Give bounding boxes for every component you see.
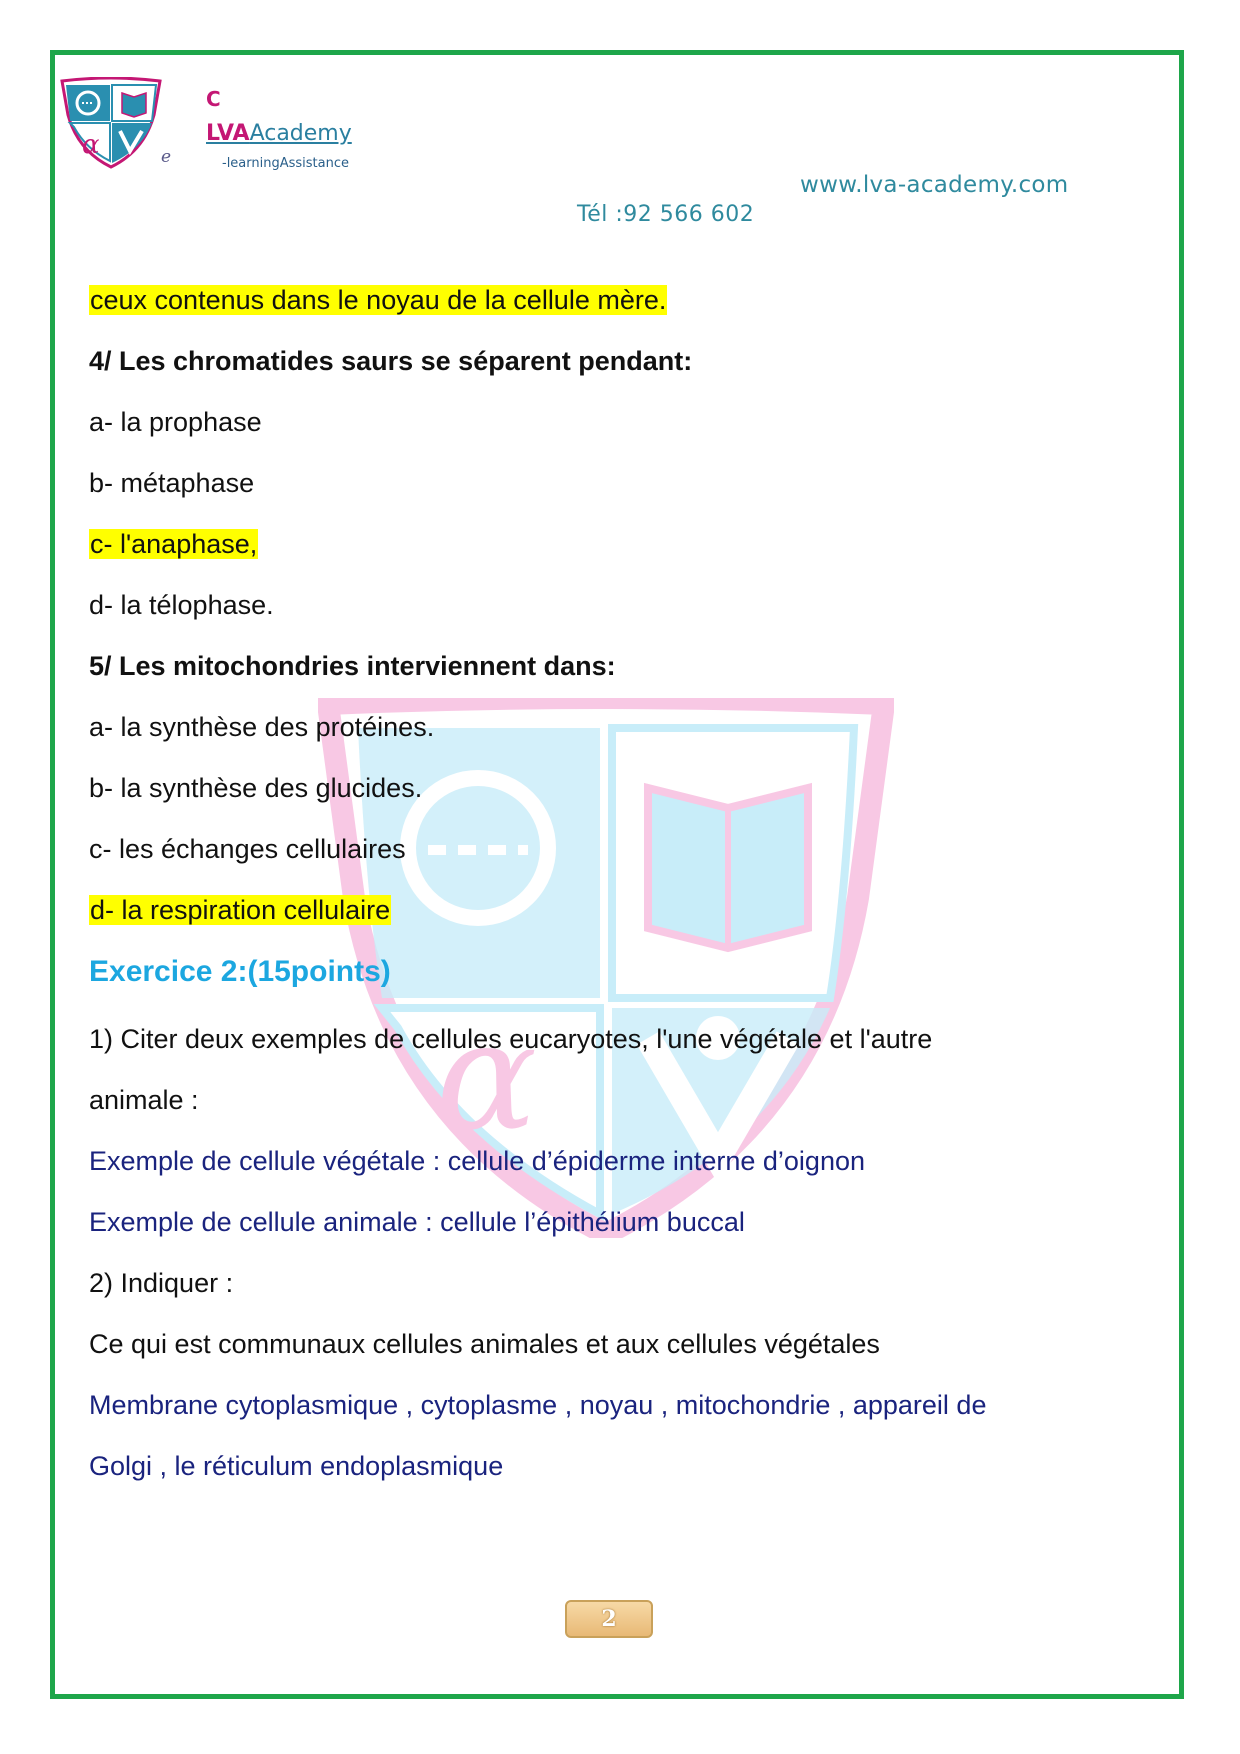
q5-option-c: c- les échanges cellulaires	[89, 834, 406, 864]
ex2-answer-common-2: Golgi , le réticulum endoplasmique	[89, 1451, 504, 1481]
page-number: 2	[565, 1600, 653, 1638]
phone-number: Tél :92 566 602	[577, 202, 755, 227]
exercise-2-title: Exercice 2:(15points)	[89, 955, 391, 988]
q4-option-c	[89, 527, 258, 561]
ex2-answer-common-1: Membrane cytoplasmique , cytoplasme , noyau , mitochondrie , appareil de	[89, 1390, 987, 1420]
website-link[interactable]: www.lva-academy.com	[800, 172, 1069, 198]
brand-name	[206, 121, 352, 146]
ex2-question-2: 2) Indiquer :	[89, 1268, 234, 1298]
brand-letter: C	[206, 87, 221, 111]
question-5: 5/ Les mitochondries interviennent dans:	[89, 651, 616, 681]
q4-option-a: a- la prophase	[89, 407, 262, 437]
q5-option-b: b- la synthèse des glucides.	[89, 773, 423, 803]
ex2-question-2-sub: Ce qui est communaux cellules animales et aux cellules végétales	[89, 1329, 880, 1359]
svg-text:α: α	[436, 990, 538, 1164]
continuation-line	[89, 283, 667, 317]
brand-e-letter: e	[161, 147, 172, 167]
q5-option-d	[89, 893, 391, 927]
question-4: 4/ Les chromatides saurs se séparent pendant:	[89, 346, 693, 376]
q4-option-b: b- métaphase	[89, 468, 255, 498]
q5-option-a: a- la synthèse des protéines.	[89, 712, 435, 742]
ex2-answer-vegetal: Exemple de cellule végétale : cellule d’épiderme interne d’oignon	[89, 1146, 865, 1176]
ex2-answer-animal: Exemple de cellule animale : cellule l’épithélium buccal	[89, 1207, 745, 1237]
highlighted-answer: d- la respiration cellulaire	[90, 895, 391, 925]
highlighted-answer: c- l'anaphase,	[90, 529, 258, 559]
ex2-question-1-cont: animale :	[89, 1085, 199, 1115]
highlighted-answer: ceux contenus dans le noyau de la cellule mère.	[90, 285, 667, 315]
q4-option-d: d- la télophase.	[89, 590, 274, 620]
brand-lva: LVA	[206, 121, 250, 146]
svg-text:α: α	[82, 130, 100, 160]
ex2-question-1: 1) Citer deux exemples de cellules eucaryotes, l'une végétale et l'autre	[89, 1024, 933, 1054]
brand-academy: Academy	[249, 121, 352, 146]
brand-tagline: -learningAssistance	[222, 156, 349, 171]
lva-academy-logo-icon	[58, 77, 164, 169]
